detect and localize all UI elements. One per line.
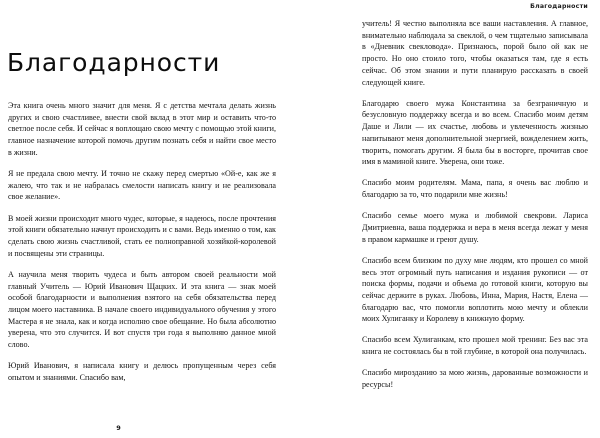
paragraph: Эта книга очень много значит для меня. Я с детства мечтала делать жизнь других и свою счастливее, внести свой вклад в этот мир и оставить что-то светлое после себя. И сейчас я воплощаю свою мечту с помощью этой книги, главное назначение которой помочь другим познать себя и найти свое место в жизни. [8, 101, 276, 157]
page-number: 9 [116, 424, 121, 432]
right-page [300, 0, 600, 438]
paragraph: Юрий Иванович, я написала книгу и делюсь пропущенным через себя опытом и знаниями. Спасибо вам, [8, 361, 276, 382]
paragraph: Спасибо всем Хулиганкам, кто прошел мой тренинг. Без вас эта книга не состоялась бы в той глубине, в которой она получилась. [362, 335, 588, 357]
paragraph: Спасибо семье моего мужа и любимой свекрови. Лариса Дмитриевна, ваша поддержка и вера в меня всегда лежат у меня в правом кармашке и греют душу. [362, 211, 588, 244]
paragraph: Благодарю своего мужа Константина за безграничную и безусловную поддержку всегда и во всем. Спасибо моим детям Даше и Лили — их счастье, любовь и увлеченность жизнью напитывают меня дополнительной энергией, вожделением жить, творить, помогать другим. Я была бы в восторге, прочитав свое имя в маминой книге. Уверена, они тоже. [362, 98, 588, 167]
paragraph: А научила меня творить чудеса и быть автором своей реальности мой главный Учитель — Юрий Иванович Щацких. И эта книга — знак моей особой благодарности и выполнения взятого на себя обязательства перед лицом моего наставника. В начале своего индивидуального обучения у этого Мастера я не знала, как и когда исполню свое обещание. Но была абсолютно уверена, что это случится. И вот спустя три года я выполняю данное мной слово. [8, 269, 276, 350]
paragraph: учитель! Я честно выполняла все ваши наставления. А главное, внимательно наблюдала за свеклой, о чем тщательно записывала в «Дневник свекловода». Признаюсь, порой было ой как не просто. Но оно стоило того, чтобы оказаться там, где я есть сейчас. Об этом знании и пути планирую рассказать в своей следующей книге. [362, 19, 588, 87]
paragraph: Спасибо мирозданию за мою жизнь, дарованные возможности и ресурсы! [362, 368, 588, 390]
paragraph: Спасибо всем близким по духу мне людям, кто прошел со мной весь этот огромный путь написания и издания рукописи — от поиска формы, подачи и объема до готовой книги, которую вы сейчас держите в руках. Любовь, Инна, Мария, Настя, Елена — благодарю вас, что помогли воплотить мою мечту и облекли моих Хулиганку и Королеву в книжную форму. [362, 255, 588, 324]
paragraph: Спасибо моим родителям. Мама, папа, я очень вас люблю и благодарю за то, что подарили мне жизнь! [362, 178, 588, 200]
paragraph: В моей жизни происходит много чудес, которые, я надеюсь, после прочтения этой книги обязательно начнут происходить и с вами. Ведь именно о том, как сделать свою жизнь счастливой, стать ее полноправной хозяйкой-королевой и посвящены эти страницы. [8, 213, 276, 258]
left-page-body-text [8, 100, 276, 384]
right-page-body-text [362, 18, 588, 391]
page-title: Благодарности [7, 47, 221, 77]
running-header: Благодарности [530, 3, 588, 10]
paragraph: Я не предала свою мечту. И точно не скажу перед смертью «Ой-е, как же я жалею, что так и не набралась смелости написать книгу и не реализовала свое желание». [8, 168, 276, 202]
